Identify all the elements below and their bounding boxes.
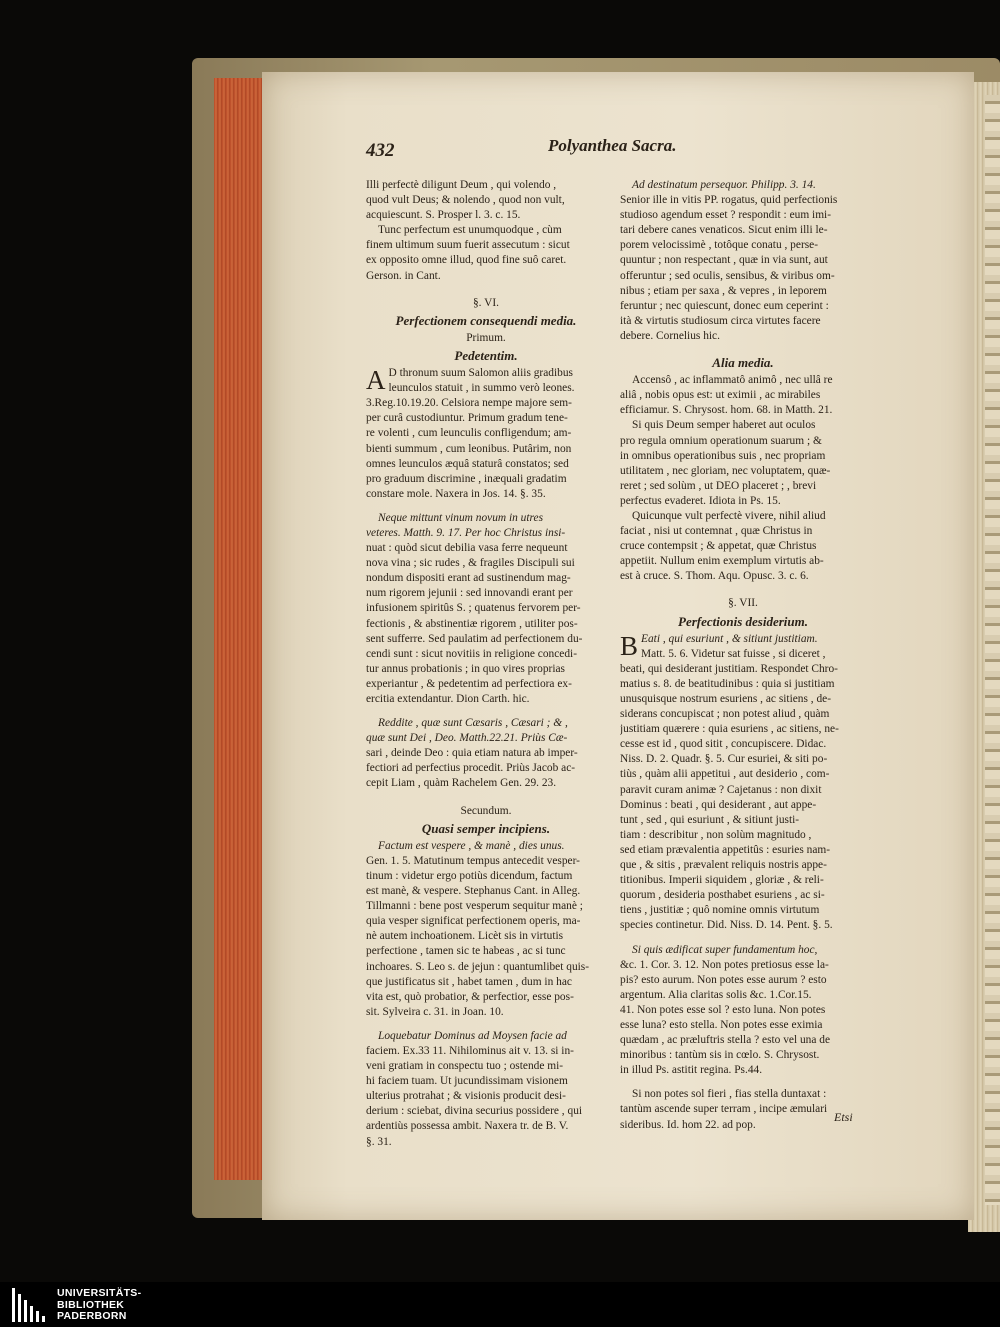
text-line: cepit Liam , quàm Rachelem Gen. 29. 23. — [366, 777, 557, 790]
paragraph-loquebatur — [366, 1029, 606, 1150]
text-line: est à cruce. S. Thom. Aqu. Opusc. 3. c. 6. — [620, 570, 809, 583]
text-line: fectiori ad perfectius procedit. Priùs Jacob ac- — [366, 762, 576, 775]
text-line: faciat , nisi ut contemnat , quæ Christus in — [620, 525, 813, 538]
text-line: sent sufferre. Sed paulatim ad perfectionem du- — [366, 632, 583, 645]
text-line: Ad destinatum persequor. Philipp. 3. 14. — [632, 179, 816, 191]
text-line: sari , deinde Deo : quia etiam natura ab imper- — [366, 747, 578, 760]
text-line: sit. Sylveira c. 31. in Joan. 10. — [366, 1005, 504, 1018]
text-line: in omnibus operationibus suis , nec propriam — [620, 449, 826, 462]
text-line: quia vesper significat perfectionem operis, ma- — [366, 915, 581, 928]
text-line: Illi perfectè diligunt Deum , qui volendo , — [366, 179, 557, 191]
text-line: minoribus : tantùm sis in cœlo. S. Chrysost. — [620, 1049, 820, 1062]
footer-bar — [0, 1282, 1000, 1327]
paragraph-salomon — [366, 366, 606, 502]
subsection-label-primum: Primum. — [466, 331, 506, 344]
text-line: finem ultimum suum fuerit assecutum : sicut — [366, 239, 570, 252]
text-line: sed etiam prævalentia appetitûs : esuries nam- — [620, 843, 831, 856]
text-line: reret ; sed solùm , ut DEO placeret ; , brevi — [620, 479, 817, 492]
text-line: Loquebatur Dominus ad Moysen facie ad — [378, 1029, 567, 1042]
text-line: ità & virtutis studiosum circa virtutes facere — [620, 314, 821, 327]
left-intro — [366, 178, 606, 223]
text-line: Si quis ædificat super fundamentum hoc, — [632, 943, 818, 956]
text-line: siderans concupiscat ; non potest aliud , quàm — [620, 708, 830, 721]
text-line: quod vult Deus; & nolendo , quod non vult, — [366, 194, 565, 207]
left-intro2 — [366, 223, 606, 283]
text-line: faciem. Ex.33 11. Nihilominus ait v. 13. si in- — [366, 1044, 574, 1057]
text-line: quæ sunt Dei , Deo. Matth.22.21. Priùs Cæ- — [366, 732, 568, 745]
text-line: Tunc perfectum est unumquodque , cùm — [378, 224, 562, 237]
text-line: bienti summum , cum leonibus. Putârim, non — [366, 442, 572, 455]
dropcap-b: B — [620, 630, 639, 661]
text-line: ercitia extendantur. Dion Carth. hic. — [366, 693, 530, 705]
text-line: nuat : quòd sicut debilia vasa ferre nequeunt — [366, 542, 568, 555]
text-line: §. 31. — [366, 1135, 392, 1148]
text-line: tunt , sed , qui esuriunt , & sitiunt justi- — [620, 813, 800, 826]
paragraph-quicunque — [620, 509, 866, 584]
paragraph-factum-est — [366, 839, 606, 1020]
text-line: tinum : videtur ergo potiùs dicendum, factum — [366, 869, 573, 882]
text-line: Matt. 5. 6. Videtur sat fuisse , si diceret , — [641, 647, 826, 660]
text-line: sideribus. Id. hom 22. ad pop. — [620, 1118, 756, 1131]
text-line: ardentiùs possessa ambit. Naxera tr. de B. V. — [366, 1120, 569, 1133]
text-line: Si quis Deum semper haberet aut oculos — [632, 419, 816, 432]
text-line: ulterius protrahat ; & visionis producit desi- — [366, 1090, 566, 1103]
text-line: Niss. D. 2. Quadr. §. 5. Cur esuriei, & siti po- — [620, 753, 828, 766]
paragraph-ad-destinatum — [620, 178, 866, 344]
text-line: infusionem spiritûs S. ; quatenus fervorem per- — [366, 602, 581, 615]
text-line: Neque mittunt vinum novum in utres — [378, 511, 544, 524]
section-mark-vii: §. VII. — [728, 597, 758, 610]
text-line: debere. Cornelius hic. — [620, 329, 720, 342]
text-line: studioso agendum esset ? respondit : eum imi- — [620, 209, 832, 222]
text-line: appetiit. Nullum enim exemplum virtutis ab- — [620, 555, 824, 568]
text-line: cesse est id , quod sitit , concupiscere. Didac. — [620, 738, 827, 751]
dropcap-a: A — [366, 365, 386, 396]
text-line: pis? esto aurum. Non potes esse aurum ? esto — [620, 973, 827, 986]
text-line: constare mole. Naxera in Jos. 14. §. 35. — [366, 487, 546, 500]
text-line: re volenti , cum leunculis confligendum; am- — [366, 427, 572, 440]
right-column — [620, 178, 866, 1133]
subsection-title-pedetentim: Pedetentim. — [454, 347, 518, 363]
text-line: 3.Reg.10.19.20. Celsiora nempe majore sem- — [366, 397, 572, 410]
page-number: 432 — [366, 140, 395, 161]
text-line: derium : sciebat, divina securius possidere , qui — [366, 1105, 583, 1118]
paragraph-si-quis-aedificat — [620, 943, 866, 1079]
text-line: Dominus : beati , qui desiderant , aut appe- — [620, 798, 817, 811]
text-line: Si non potes sol fieri , fias stella duntaxat : — [632, 1088, 827, 1101]
torn-page-edge — [985, 95, 1000, 1205]
text-line: porem velocissimè , totôque conatu , perse- — [620, 239, 819, 252]
text-line: acquiescunt. S. Prosper l. 3. c. 15. — [366, 209, 521, 222]
subsection-title-quasi: Quasi semper incipiens. — [421, 820, 551, 836]
text-line: D thronum suum Salomon aliis gradibus — [388, 367, 573, 380]
paragraph-si-non-potes — [620, 1087, 866, 1132]
paragraph-beati — [620, 632, 866, 934]
text-line: aliâ , nobis opus est: ut eximii , ac mirabiles — [620, 389, 821, 402]
library-name-line3: PADERBORN — [57, 1310, 127, 1322]
left-column — [366, 178, 606, 1150]
text-line: quorum , desideria posthabet esuriens , ac si- — [620, 889, 825, 902]
text-line: 41. Non potes esse sol ? esto luna. Non potes — [620, 1003, 826, 1016]
text-line: leunculos statuit , in summo verò leones. — [388, 382, 575, 395]
text-line: tantùm ascende super terram , incipe æmulari — [620, 1103, 828, 1116]
text-line: pro regula omnium operationum suarum ; & — [620, 434, 822, 447]
text-line: Quicunque vult perfectè vivere, nihil aliud — [632, 509, 826, 522]
text-line: cruce contempsit ; & appetat, quæ Christus — [620, 540, 817, 553]
paragraph-si-quis-deum — [620, 418, 866, 509]
text-line: quuntur ; non respectant , quæ in via sunt, aut — [620, 254, 828, 267]
running-title: Polyanthea Sacra. — [548, 136, 677, 155]
text-line: Gen. 1. 5. Matutinum tempus antecedit vesper- — [366, 854, 580, 867]
catchword: Etsi — [834, 1110, 853, 1124]
paragraph-accenso — [620, 373, 866, 418]
text-line: tur annus probationis ; in quo vires proprias — [366, 662, 565, 675]
text-line: paravit curam animæ ? Cajetanus : non dixit — [620, 783, 822, 796]
text-line: experiantur , & pedetentim ad perfectiora ex- — [366, 677, 572, 690]
text-line: nibus ; etiam per saxa , & vepres , in leporem — [620, 284, 827, 297]
text-line: justitiam quærere : quia esuriens , ac sitiens, ne- — [620, 723, 839, 736]
text-line: Accensô , ac inflammatô animô , nec ullâ re — [632, 374, 833, 387]
text-line: tari debere canes venaticos. Sicut enim illi le- — [620, 224, 828, 237]
text-line: esse luna? esto stella. Non potes esse eximia — [620, 1018, 823, 1031]
paragraph-vinum-novum — [366, 511, 606, 707]
text-line: que justificatus sit , habet tamen , dum in hac — [366, 975, 572, 988]
text-line: Eati , qui esuriunt , & sitiunt justitiam. — [641, 632, 818, 645]
text-line: &c. 1. Cor. 3. 12. Non potes pretiosus esse la- — [620, 958, 829, 971]
text-line: unusquisque nostrum esuriens , ac sitiens , de- — [620, 693, 832, 705]
text-line: tiùs , quàm alii appetitui , aut desiderio , com- — [620, 768, 830, 781]
text-line: titionibus. Imperii siquidem , gloriæ , & reli- — [620, 874, 824, 887]
text-line: cendi sunt : sicut novitiis in religione concedi- — [366, 647, 577, 660]
section-title-vii: Perfectionis desiderium. — [678, 613, 808, 629]
text-line: beati, qui desiderant justitiam. Respondet Chro- — [620, 662, 838, 675]
text-line: nondum dispositi erant ad sustinendum mag- — [366, 572, 571, 585]
text-line: que , & sitis , prævalent reliquis nostris appe- — [620, 859, 827, 872]
text-line: utilitatem , nec gloriam, nec voluptatem, quæ- — [620, 464, 831, 477]
text-line: quædam , ac præluftris stella ? esto vel una de — [620, 1034, 831, 1047]
text-line: in illud Ps. astitit regina. Ps.44. — [620, 1064, 763, 1077]
text-line: Gerson. in Cant. — [366, 269, 441, 282]
text-line: vita est, quò probatior, & perfectior, esse pos- — [366, 990, 574, 1003]
subsection-title-alia-media: Alia media. — [712, 355, 774, 371]
paragraph-reddite — [366, 716, 606, 791]
text-line: perfectus evaderet. Idiota in Ps. 15. — [620, 494, 781, 507]
text-line: species continetur. Did. Niss. D. 14. Pent. §. 5. — [620, 919, 833, 932]
text-line: hi faciem tuam. Ut jucundissimam visionem — [366, 1075, 568, 1088]
text-line: argentum. Alia claritas solis &c. 1.Cor.15. — [620, 988, 812, 1001]
text-line: perfectione , tamen sic te habeas , ac si tunc — [366, 945, 566, 958]
text-line: num rigorem jejunii : sed innovandi erant per — [366, 587, 573, 600]
text-line: Tillmanni : bene post vesperum sequitur manè ; — [366, 900, 583, 913]
section-title-vi: Perfectionem consequendi media. — [395, 312, 577, 328]
text-line: Reddite , quæ sunt Cæsaris , Cæsari ; & , — [378, 717, 568, 730]
text-line: feruntur ; nec quiescunt, donec eum ceperint : — [620, 299, 829, 312]
text-line: offeruntur ; sed oculis, sensibus, & viribus om- — [620, 269, 835, 282]
text-line: nè autem inchoationem. Licèt sis in virtutis — [366, 930, 564, 943]
text-line: nova vina ; sic rudes , & fragiles Discipuli sui — [366, 557, 575, 570]
section-mark-vi: §. VI. — [472, 296, 500, 309]
text-line: inchoares. S. Leo s. de jejun : quantumlibet quis- — [366, 960, 590, 973]
text-line: per curâ custodiuntur. Primum gradum tene- — [366, 412, 568, 425]
text-line: ex opposito omne illud, quod fine suô caret. — [366, 254, 567, 267]
library-name — [57, 1288, 141, 1323]
library-name-line2: BIBLIOTHEK — [57, 1298, 125, 1311]
text-line: veni gratiam in conspectu tuo ; ostende mi- — [366, 1060, 564, 1073]
text-line: pro graduum discrimine , inæquali gradatim — [366, 472, 567, 485]
text-line: veteres. Matth. 9. 17. Per hoc Christus insi- — [366, 526, 566, 539]
text-line: fectionis , & abstinentiæ rigorem , utiliter pos- — [366, 617, 578, 630]
paragraph-salomon-lines — [366, 366, 606, 502]
text-line: tiam : describitur , non solùm magnitudo , — [620, 828, 812, 841]
text-line: omnes leunculos æquâ staturâ constatos; sed — [366, 457, 569, 470]
library-logo-icon — [12, 1288, 50, 1322]
text-line: est manè, & vespere. Stephanus Cant. in Alleg. — [366, 885, 581, 898]
library-name-line1: UNIVERSITÄTS- — [57, 1287, 142, 1299]
text-line: efficiamur. S. Chrysost. hom. 68. in Matth. 21. — [620, 404, 833, 417]
text-line: tiens , justitiæ ; quô nomine omnis virtutum — [620, 904, 820, 917]
text-line: Senior ille in vitis PP. rogatus, quid perfectionis — [620, 194, 838, 207]
text-line: Factum est vespere , & manè , dies unus. — [378, 839, 565, 852]
subsection-label-secundum: Secundum. — [460, 804, 512, 817]
paragraph-beati-lines — [620, 632, 866, 934]
text-line: matius s. 8. de beatitudinibus : quia si justitiam — [620, 677, 835, 690]
